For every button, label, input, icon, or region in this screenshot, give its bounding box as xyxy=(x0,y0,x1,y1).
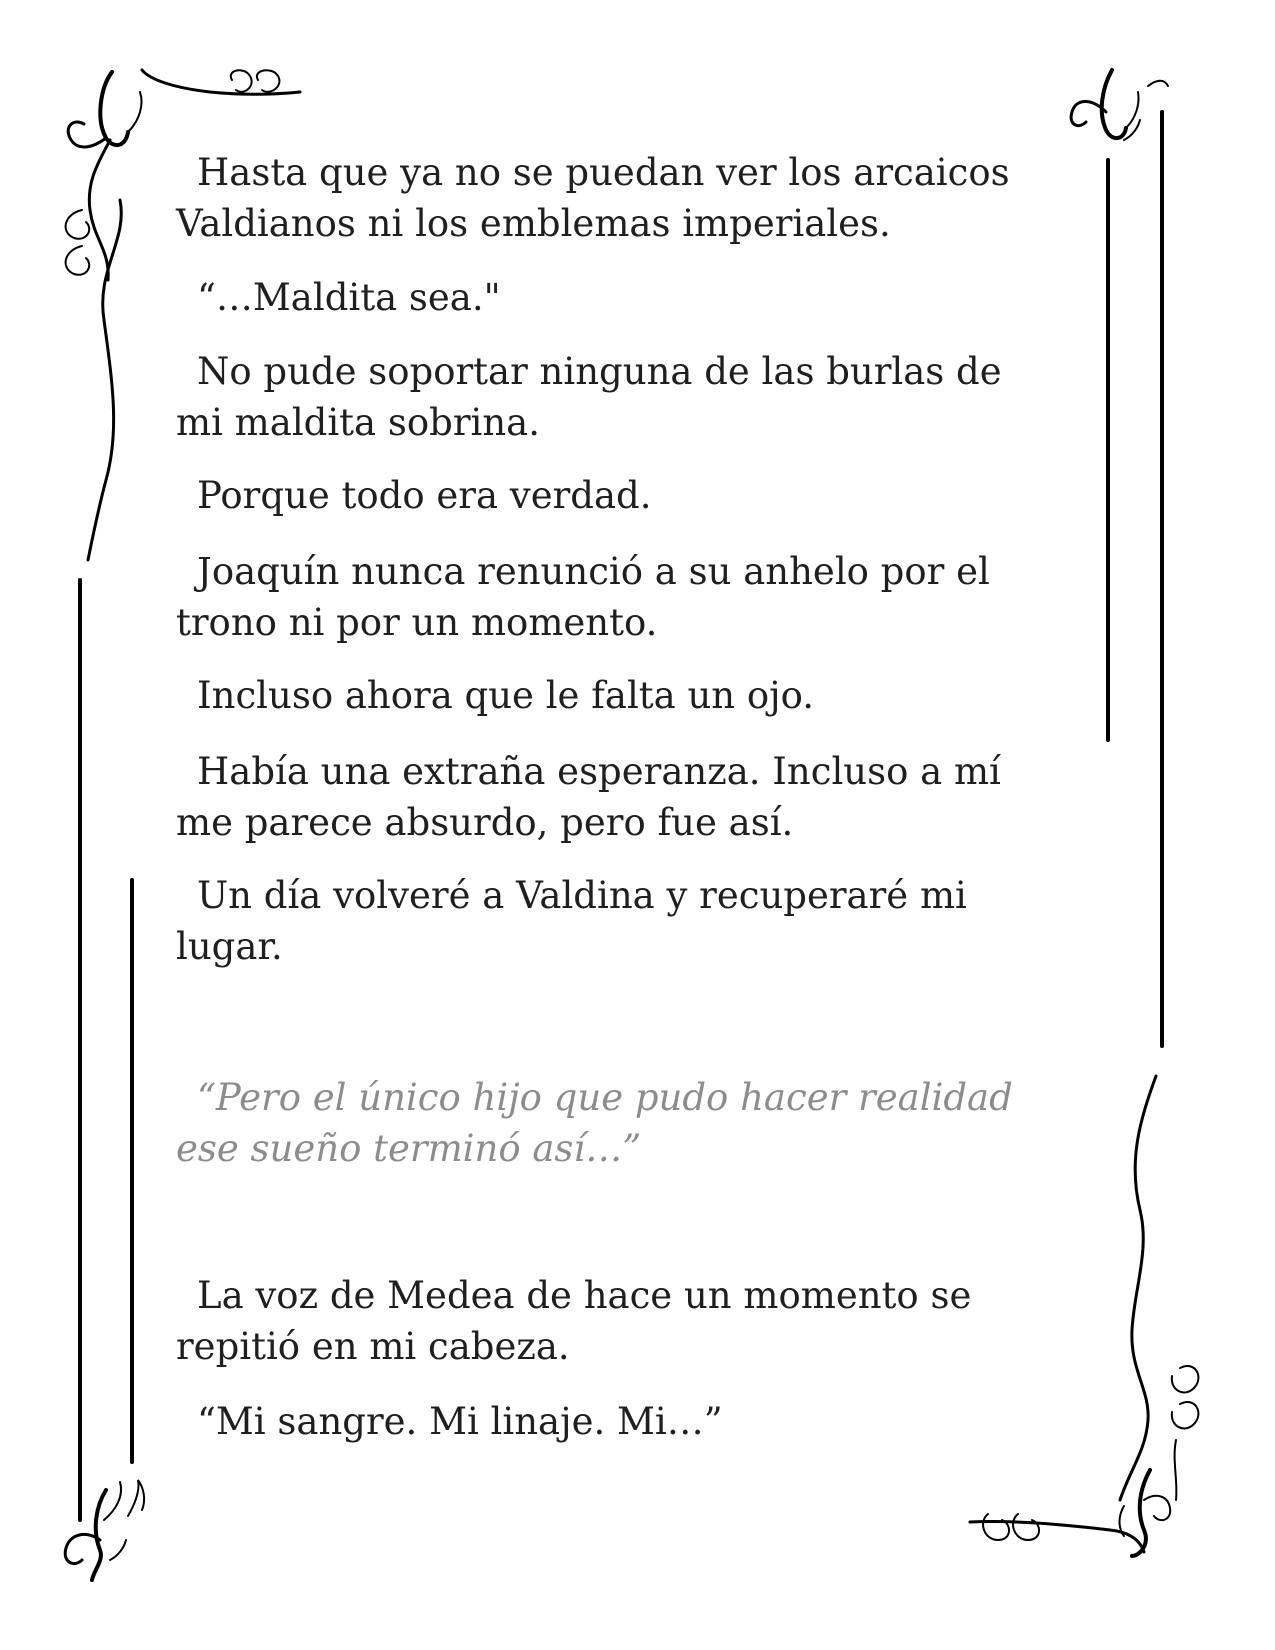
bottom-left-flourish xyxy=(65,1480,144,1580)
paragraph-1: Hasta que ya no se puedan ver los arcaicos Valdianos ni los emblemas imperiales. xyxy=(176,151,1010,245)
paragraph-5: Joaquín nunca renunció a su anhelo por el trono ni por un momento. xyxy=(176,550,990,644)
paragraph-2: “…Maldita sea." xyxy=(197,276,501,319)
paragraph-8: Un día volveré a Valdina y recuperaré mi lugar. xyxy=(176,874,967,968)
paragraph-3: No pude soportar ninguna de las burlas de mi maldita sobrina. xyxy=(176,350,1002,444)
paragraph-9: La voz de Medea de hace un momento se repitió en mi cabeza. xyxy=(176,1274,972,1368)
italic-quote: “Pero el único hijo que pudo hacer realidad ese sueño terminó así…” xyxy=(176,1076,1013,1170)
paragraph-4: Porque todo era verdad. xyxy=(197,474,652,517)
paragraph-7: Había una extraña esperanza. Incluso a mí me parece absurdo, pero fue así. xyxy=(176,750,1001,844)
paragraph-10: “Mi sangre. Mi linaje. Mi…” xyxy=(197,1400,723,1443)
top-right-flourish xyxy=(1071,70,1168,140)
paragraph-6: Incluso ahora que le falta un ojo. xyxy=(197,674,815,717)
